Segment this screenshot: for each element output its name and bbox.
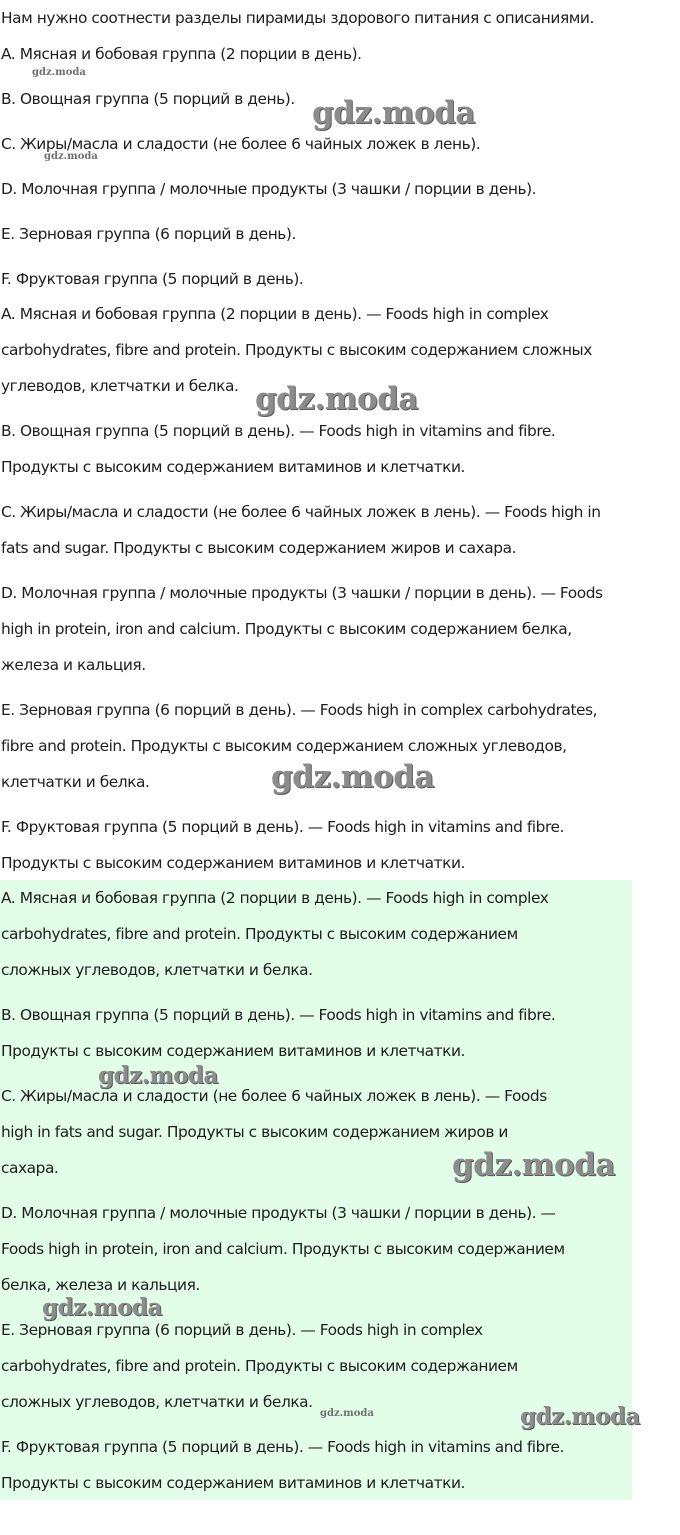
answer-c-line-2: fats and sugar. Продукты с высоким содержанием жиров и сахара. bbox=[1, 539, 517, 557]
group-a: A. Мясная и бобовая группа (2 порции в день). bbox=[1, 45, 362, 63]
answer-e-line-2: fibre and protein. Продукты с высоким содержанием сложных углеводов, bbox=[1, 737, 567, 755]
answer-e-line-1: E. Зерновая группа (6 порций в день). — Foods high in complex carbohydrates, bbox=[1, 701, 598, 719]
final-answer-c-line-2: high in fats and sugar. Продукты с высоким содержанием жиров и bbox=[1, 1123, 508, 1141]
final-answer-e-line-1: E. Зерновая группа (6 порций в день). — Foods high in complex bbox=[1, 1321, 483, 1339]
group-c: C. Жиры/масла и сладости (не более 6 чайных ложек в лень). bbox=[1, 135, 481, 153]
answer-a-line-3: углеводов, клетчатки и белка. bbox=[1, 377, 239, 395]
final-answer-e-line-2: carbohydrates, fibre and protein. Продукты с высоким содержанием bbox=[1, 1357, 518, 1375]
answer-f-line-2: Продукты с высоким содержанием витаминов и клетчатки. bbox=[1, 854, 465, 872]
final-answer-d-line-2: Foods high in protein, iron and calcium. Продукты с высоким содержанием bbox=[1, 1240, 565, 1258]
watermark-logo: gdz.moda bbox=[520, 1403, 640, 1430]
group-d: D. Молочная группа / молочные продукты (3 чашки / порции в день). bbox=[1, 180, 537, 198]
final-answer-f-line-2: Продукты с высоким содержанием витаминов и клетчатки. bbox=[1, 1474, 465, 1492]
final-answer-c-line-3: сахара. bbox=[1, 1159, 59, 1177]
final-answer-d-line-3: белка, железа и кальция. bbox=[1, 1276, 200, 1294]
watermark-logo: gdz.moda bbox=[44, 151, 98, 162]
watermark-logo: gdz.moda bbox=[98, 1062, 218, 1089]
final-answer-b-line-1: B. Овощная группа (5 порций в день). — Foods high in vitamins and fibre. bbox=[1, 1006, 556, 1024]
watermark-logo: gdz.moda bbox=[452, 1147, 615, 1183]
answer-a-line-2: carbohydrates, fibre and protein. Продукты с высоким содержанием сложных bbox=[1, 341, 592, 359]
group-e: E. Зерновая группа (6 порций в день). bbox=[1, 225, 296, 243]
answer-b-line-2: Продукты с высоким содержанием витаминов и клетчатки. bbox=[1, 458, 465, 476]
final-answer-f-line-1: F. Фруктовая группа (5 порций в день). — Foods high in vitamins and fibre. bbox=[1, 1438, 564, 1456]
answer-d-line-1: D. Молочная группа / молочные продукты (3 чашки / порции в день). — Foods bbox=[1, 584, 603, 602]
watermark-logo: gdz.moda bbox=[32, 67, 86, 78]
answer-a-line-1: A. Мясная и бобовая группа (2 порции в день). — Foods high in complex bbox=[1, 305, 549, 323]
watermark-logo: gdz.moda bbox=[312, 95, 475, 131]
watermark-logo: gdz.moda bbox=[320, 1408, 374, 1419]
final-answer-a-line-3: сложных углеводов, клетчатки и белка. bbox=[1, 961, 313, 979]
final-answer-a-line-2: carbohydrates, fibre and protein. Продукты с высоким содержанием bbox=[1, 925, 518, 943]
answer-f-line-1: F. Фруктовая группа (5 порций в день). — Foods high in vitamins and fibre. bbox=[1, 818, 564, 836]
watermark-logo: gdz.moda bbox=[255, 381, 418, 417]
watermark-logo: gdz.moda bbox=[42, 1294, 162, 1321]
intro-text: Нам нужно соотнести разделы пирамиды здорового питания с описаниями. bbox=[1, 9, 594, 27]
final-answer-b-line-2: Продукты с высоким содержанием витаминов и клетчатки. bbox=[1, 1042, 465, 1060]
final-answer-d-line-1: D. Молочная группа / молочные продукты (3 чашки / порции в день). — bbox=[1, 1204, 556, 1222]
answer-d-line-2: high in protein, iron and calcium. Продукты с высоким содержанием белка, bbox=[1, 620, 572, 638]
group-f: F. Фруктовая группа (5 порций в день). bbox=[1, 270, 304, 288]
final-answer-c-line-1: C. Жиры/масла и сладости (не более 6 чайных ложек в лень). — Foods bbox=[1, 1087, 547, 1105]
answer-c-line-1: C. Жиры/масла и сладости (не более 6 чайных ложек в лень). — Foods high in bbox=[1, 503, 601, 521]
answer-b-line-1: B. Овощная группа (5 порций в день). — Foods high in vitamins and fibre. bbox=[1, 422, 556, 440]
final-answer-a-line-1: A. Мясная и бобовая группа (2 порции в день). — Foods high in complex bbox=[1, 889, 549, 907]
final-answer-e-line-3: сложных углеводов, клетчатки и белка. bbox=[1, 1393, 313, 1411]
group-b: B. Овощная группа (5 порций в день). bbox=[1, 90, 295, 108]
answer-d-line-3: железа и кальция. bbox=[1, 656, 146, 674]
watermark-logo: gdz.moda bbox=[271, 759, 434, 795]
answer-e-line-3: клетчатки и белка. bbox=[1, 773, 150, 791]
